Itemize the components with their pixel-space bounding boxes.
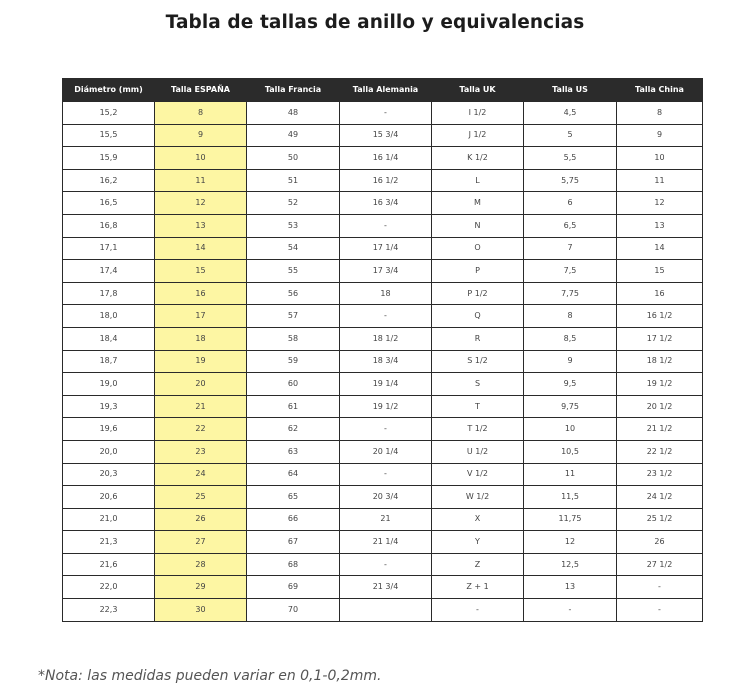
page-title: Tabla de tallas de anillo y equivalencias — [165, 12, 585, 33]
cell-france: 70 — [247, 599, 340, 622]
cell-france: 67 — [247, 531, 340, 554]
cell-france: 69 — [247, 576, 340, 599]
cell-diameter: 17,1 — [63, 237, 155, 260]
column-header-france: Talla Francia — [247, 78, 340, 102]
cell-spain: 20 — [155, 373, 247, 396]
cell-china: 13 — [617, 214, 703, 237]
table-header-row — [63, 78, 703, 102]
cell-uk: Y — [432, 531, 524, 554]
cell-us: 13 — [524, 576, 617, 599]
cell-uk: R — [432, 327, 524, 350]
cell-germany: 17 1/4 — [340, 237, 432, 260]
cell-china: 16 1/2 — [617, 305, 703, 328]
cell-germany: 18 3/4 — [340, 350, 432, 373]
cell-diameter: 20,3 — [63, 463, 155, 486]
cell-uk: W 1/2 — [432, 486, 524, 509]
cell-diameter: 22,3 — [63, 599, 155, 622]
cell-diameter: 19,3 — [63, 395, 155, 418]
cell-spain: 22 — [155, 418, 247, 441]
cell-uk: N — [432, 214, 524, 237]
cell-diameter: 20,0 — [63, 440, 155, 463]
cell-spain: 17 — [155, 305, 247, 328]
cell-germany: - — [340, 553, 432, 576]
cell-germany — [340, 599, 432, 622]
cell-china: 8 — [617, 102, 703, 125]
cell-china: 9 — [617, 124, 703, 147]
cell-spain: 18 — [155, 327, 247, 350]
column-header-uk: Talla UK — [432, 78, 524, 102]
cell-france: 59 — [247, 350, 340, 373]
table-row — [63, 260, 703, 283]
table-row — [63, 192, 703, 215]
cell-diameter: 21,0 — [63, 508, 155, 531]
cell-diameter: 21,3 — [63, 531, 155, 554]
cell-france: 62 — [247, 418, 340, 441]
cell-us: 5 — [524, 124, 617, 147]
cell-spain: 25 — [155, 486, 247, 509]
footnote: *Nota: las medidas pueden variar en 0,1-0,2mm. — [38, 668, 382, 684]
column-header-spain: Talla ESPAÑA — [155, 78, 247, 102]
cell-france: 52 — [247, 192, 340, 215]
cell-france: 49 — [247, 124, 340, 147]
cell-uk: M — [432, 192, 524, 215]
cell-spain: 10 — [155, 147, 247, 170]
column-header-china: Talla China — [617, 78, 703, 102]
cell-china: 14 — [617, 237, 703, 260]
table-row — [63, 440, 703, 463]
table-row — [63, 486, 703, 509]
cell-spain: 21 — [155, 395, 247, 418]
cell-france: 61 — [247, 395, 340, 418]
cell-uk: Z — [432, 553, 524, 576]
cell-spain: 14 — [155, 237, 247, 260]
table-row — [63, 576, 703, 599]
table-body — [63, 102, 703, 622]
cell-china: 22 1/2 — [617, 440, 703, 463]
cell-germany: - — [340, 102, 432, 125]
cell-us: 12 — [524, 531, 617, 554]
cell-germany: 18 1/2 — [340, 327, 432, 350]
cell-china: 12 — [617, 192, 703, 215]
column-header-diameter: Diámetro (mm) — [63, 78, 155, 102]
cell-uk: I 1/2 — [432, 102, 524, 125]
cell-uk: T — [432, 395, 524, 418]
cell-germany: 20 1/4 — [340, 440, 432, 463]
cell-germany: 21 3/4 — [340, 576, 432, 599]
cell-diameter: 16,8 — [63, 214, 155, 237]
cell-china: 19 1/2 — [617, 373, 703, 396]
cell-china: 20 1/2 — [617, 395, 703, 418]
cell-us: 8,5 — [524, 327, 617, 350]
table-row — [63, 169, 703, 192]
cell-diameter: 17,8 — [63, 282, 155, 305]
cell-france: 58 — [247, 327, 340, 350]
cell-france: 63 — [247, 440, 340, 463]
table-row — [63, 327, 703, 350]
column-header-germany: Talla Alemania — [340, 78, 432, 102]
cell-diameter: 22,0 — [63, 576, 155, 599]
cell-france: 53 — [247, 214, 340, 237]
cell-diameter: 20,6 — [63, 486, 155, 509]
cell-france: 55 — [247, 260, 340, 283]
cell-germany: 19 1/2 — [340, 395, 432, 418]
cell-china: 23 1/2 — [617, 463, 703, 486]
cell-china: 24 1/2 — [617, 486, 703, 509]
cell-spain: 27 — [155, 531, 247, 554]
cell-us: 11,75 — [524, 508, 617, 531]
cell-us: 12,5 — [524, 553, 617, 576]
cell-germany: 15 3/4 — [340, 124, 432, 147]
cell-germany: 20 3/4 — [340, 486, 432, 509]
cell-diameter: 16,2 — [63, 169, 155, 192]
cell-us: 9,5 — [524, 373, 617, 396]
cell-us: 10,5 — [524, 440, 617, 463]
cell-uk: J 1/2 — [432, 124, 524, 147]
cell-uk: O — [432, 237, 524, 260]
cell-spain: 29 — [155, 576, 247, 599]
cell-diameter: 16,5 — [63, 192, 155, 215]
table-row — [63, 395, 703, 418]
cell-uk: P 1/2 — [432, 282, 524, 305]
cell-germany: 16 1/2 — [340, 169, 432, 192]
cell-france: 60 — [247, 373, 340, 396]
cell-france: 50 — [247, 147, 340, 170]
cell-france: 51 — [247, 169, 340, 192]
cell-us: 6,5 — [524, 214, 617, 237]
cell-us: 5,5 — [524, 147, 617, 170]
cell-diameter: 15,5 — [63, 124, 155, 147]
cell-us: 7,5 — [524, 260, 617, 283]
cell-uk: S — [432, 373, 524, 396]
cell-spain: 19 — [155, 350, 247, 373]
cell-china: - — [617, 599, 703, 622]
cell-spain: 28 — [155, 553, 247, 576]
cell-france: 66 — [247, 508, 340, 531]
cell-uk: - — [432, 599, 524, 622]
table-row — [63, 214, 703, 237]
cell-spain: 8 — [155, 102, 247, 125]
cell-germany: 16 1/4 — [340, 147, 432, 170]
column-header-us: Talla US — [524, 78, 617, 102]
cell-uk: V 1/2 — [432, 463, 524, 486]
cell-diameter: 19,0 — [63, 373, 155, 396]
cell-germany: 17 3/4 — [340, 260, 432, 283]
cell-us: 10 — [524, 418, 617, 441]
cell-uk: Z + 1 — [432, 576, 524, 599]
cell-china: - — [617, 576, 703, 599]
cell-france: 68 — [247, 553, 340, 576]
cell-spain: 13 — [155, 214, 247, 237]
cell-germany: - — [340, 418, 432, 441]
cell-spain: 23 — [155, 440, 247, 463]
table-row — [63, 147, 703, 170]
cell-uk: S 1/2 — [432, 350, 524, 373]
table-row — [63, 305, 703, 328]
table-row — [63, 531, 703, 554]
cell-spain: 16 — [155, 282, 247, 305]
cell-uk: U 1/2 — [432, 440, 524, 463]
cell-spain: 26 — [155, 508, 247, 531]
cell-china: 18 1/2 — [617, 350, 703, 373]
cell-us: 7 — [524, 237, 617, 260]
cell-china: 25 1/2 — [617, 508, 703, 531]
cell-uk: K 1/2 — [432, 147, 524, 170]
table-row — [63, 463, 703, 486]
table-row — [63, 102, 703, 125]
table-row — [63, 237, 703, 260]
cell-us: 4,5 — [524, 102, 617, 125]
cell-france: 57 — [247, 305, 340, 328]
cell-china: 11 — [617, 169, 703, 192]
table-row — [63, 418, 703, 441]
cell-us: 6 — [524, 192, 617, 215]
cell-spain: 12 — [155, 192, 247, 215]
cell-china: 27 1/2 — [617, 553, 703, 576]
cell-us: 9 — [524, 350, 617, 373]
cell-us: 7,75 — [524, 282, 617, 305]
table-row — [63, 553, 703, 576]
cell-us: 11,5 — [524, 486, 617, 509]
cell-diameter: 21,6 — [63, 553, 155, 576]
table-row — [63, 373, 703, 396]
cell-china: 16 — [617, 282, 703, 305]
cell-uk: P — [432, 260, 524, 283]
cell-france: 64 — [247, 463, 340, 486]
table-row — [63, 350, 703, 373]
cell-us: 8 — [524, 305, 617, 328]
cell-diameter: 18,0 — [63, 305, 155, 328]
cell-us: - — [524, 599, 617, 622]
cell-diameter: 18,7 — [63, 350, 155, 373]
cell-uk: Q — [432, 305, 524, 328]
cell-germany: - — [340, 305, 432, 328]
cell-germany: 19 1/4 — [340, 373, 432, 396]
cell-germany: 21 1/4 — [340, 531, 432, 554]
cell-spain: 30 — [155, 599, 247, 622]
cell-diameter: 18,4 — [63, 327, 155, 350]
cell-us: 9,75 — [524, 395, 617, 418]
cell-france: 48 — [247, 102, 340, 125]
cell-diameter: 19,6 — [63, 418, 155, 441]
ring-size-table — [62, 78, 703, 622]
cell-france: 54 — [247, 237, 340, 260]
cell-china: 15 — [617, 260, 703, 283]
cell-spain: 11 — [155, 169, 247, 192]
table-row — [63, 282, 703, 305]
table-row — [63, 508, 703, 531]
cell-germany: 21 — [340, 508, 432, 531]
cell-spain: 15 — [155, 260, 247, 283]
cell-germany: - — [340, 463, 432, 486]
cell-uk: L — [432, 169, 524, 192]
cell-spain: 24 — [155, 463, 247, 486]
cell-france: 56 — [247, 282, 340, 305]
cell-germany: 16 3/4 — [340, 192, 432, 215]
cell-china: 10 — [617, 147, 703, 170]
cell-us: 5,75 — [524, 169, 617, 192]
cell-uk: T 1/2 — [432, 418, 524, 441]
cell-diameter: 17,4 — [63, 260, 155, 283]
cell-china: 26 — [617, 531, 703, 554]
cell-germany: - — [340, 214, 432, 237]
cell-us: 11 — [524, 463, 617, 486]
cell-france: 65 — [247, 486, 340, 509]
cell-uk: X — [432, 508, 524, 531]
cell-diameter: 15,9 — [63, 147, 155, 170]
cell-diameter: 15,2 — [63, 102, 155, 125]
table-row — [63, 599, 703, 622]
cell-china: 21 1/2 — [617, 418, 703, 441]
cell-spain: 9 — [155, 124, 247, 147]
cell-germany: 18 — [340, 282, 432, 305]
cell-china: 17 1/2 — [617, 327, 703, 350]
table-row — [63, 124, 703, 147]
